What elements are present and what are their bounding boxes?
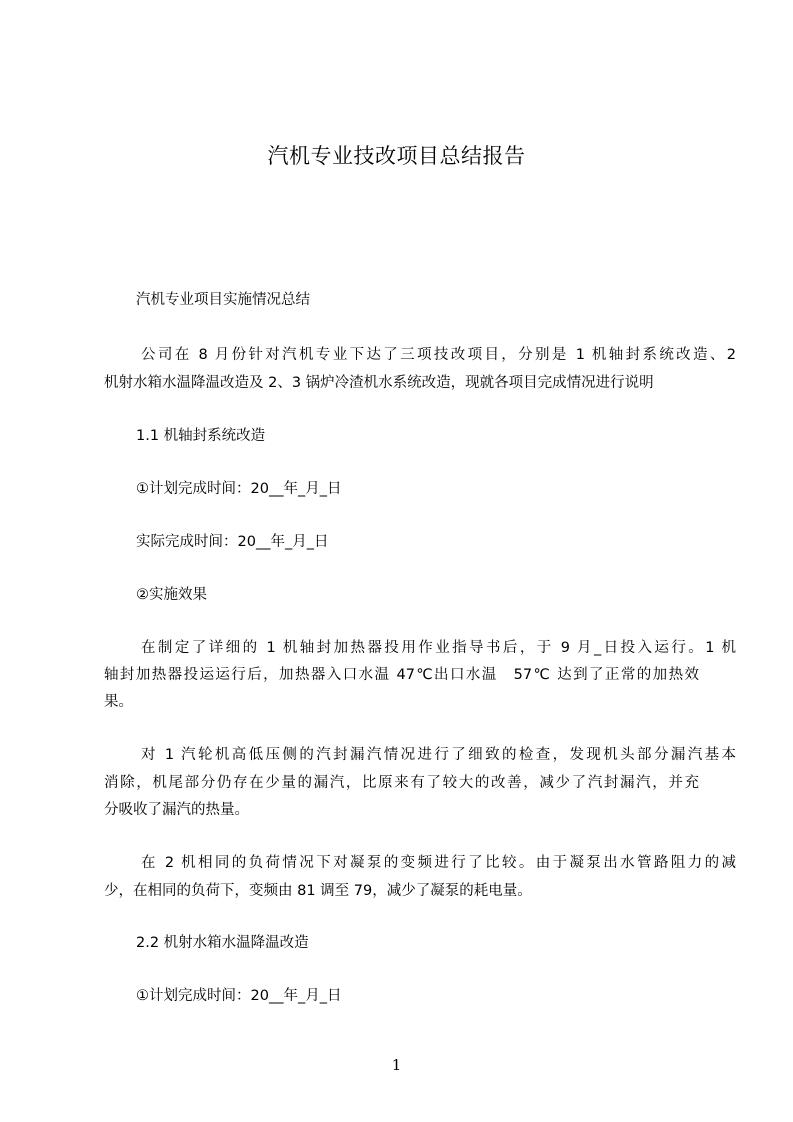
effect-paragraph-2-line-3: 分吸收了漏汽的热量。 [104, 802, 249, 818]
intro-paragraph-line-1: 公司在 8 月份针对汽机专业下达了三项技改项目，分别是 1 机轴封系统改造、2 [141, 347, 736, 363]
section-heading-summary: 汽机专业项目实施情况总结 [136, 292, 310, 308]
effect-paragraph-3-line-1: 在 2 机相同的负荷情况下对凝泵的变频进行了比较。由于凝泵出水管路阻力的减 [141, 855, 736, 871]
effect-paragraph-2-line-2: 消除，机尾部分仍存在少量的漏汽，比原来有了较大的改善，减少了汽封漏汽，并充 [104, 775, 699, 791]
page-number: 1 [391, 1056, 402, 1074]
section-heading-1-1: 1.1 机轴封系统改造 [136, 428, 266, 444]
document-title: 汽机专业技改项目总结报告 [267, 144, 526, 168]
section-heading-2-2: 2.2 机射水箱水温降温改造 [136, 935, 309, 951]
effect-paragraph-1-line-2: 轴封加热器投运运行后，加热器入口水温 47℃出口水温 57℃ 达到了正常的加热效 [104, 667, 699, 683]
effect-paragraph-3-line-2: 少，在相同的负荷下，变频由 81 调至 79，减少了凝泵的耗电量。 [104, 883, 532, 899]
intro-paragraph-line-2: 机射水箱水温降温改造及 2、3 锅炉冷渣机水系统改造，现就各项目完成情况进行说明 [104, 375, 654, 391]
effect-paragraph-1-line-1: 在制定了详细的 1 机轴封加热器投用作业指导书后，于 9 月_日投入运行。1 机 [141, 640, 736, 656]
implementation-effect-heading: ②实施效果 [136, 587, 207, 603]
effect-paragraph-2-line-1: 对 1 汽轮机高低压侧的汽封漏汽情况进行了细致的检查，发现机头部分漏汽基本 [141, 747, 736, 763]
effect-paragraph-1-line-3: 果。 [104, 694, 133, 710]
planned-completion-time-2: ①计划完成时间：20__年_月_日 [136, 988, 342, 1004]
actual-completion-time-1: 实际完成时间：20__年_月_日 [136, 534, 329, 550]
planned-completion-time-1: ①计划完成时间：20__年_月_日 [136, 481, 342, 497]
